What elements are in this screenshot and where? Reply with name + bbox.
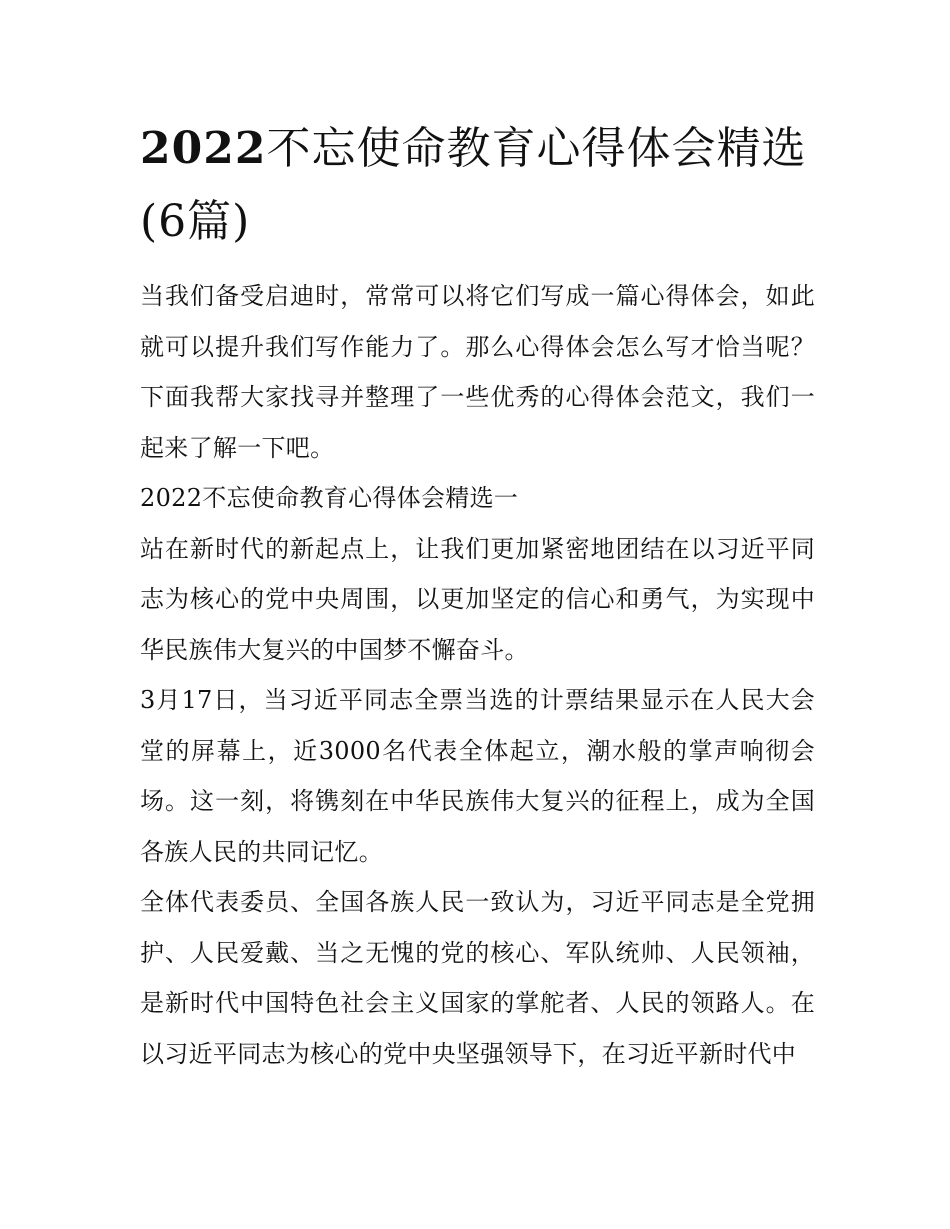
document-title: 2022不忘使命教育心得体会精选(6篇) — [140, 123, 807, 247]
section-heading: 2022不忘使命教育心得体会精选一 — [140, 484, 519, 512]
body-paragraph: 站在新时代的新起点上，让我们更加紧密地团结在以习近平同志为核心的党中央周围，以更加坚定的信心和勇气，为实现中华民族伟大复兴的中国梦不懈奋斗。 — [140, 534, 815, 664]
intro-paragraph: 当我们备受启迪时，常常可以将它们写成一篇心得体会，如此就可以提升我们写作能力了。那么心得体会怎么写才恰当呢？下面我帮大家找寻并整理了一些优秀的心得体会范文，我们一起来了解一下吧。 — [140, 282, 815, 462]
body-paragraph: 全体代表委员、全国各族人民一致认为，习近平同志是全党拥护、人民爱戴、当之无愧的党的核心、军队统帅、人民领袖，是新时代中国特色社会主义国家的掌舵者、人民的领路人。在以习近平同志为核心的党中央坚强领导下，在习近平新时代中 — [140, 888, 815, 1068]
document-page — [140, 112, 815, 1079]
body-paragraph: 3月17日，当习近平同志全票当选的计票结果显示在人民大会堂的屏幕上，近3000名代表全体起立，潮水般的掌声响彻会场。这一刻，将镌刻在中华民族伟大复兴的征程上，成为全国各族人民的共同记忆。 — [140, 686, 815, 866]
document-body — [140, 271, 815, 1079]
title-year: 2022 — [140, 123, 267, 174]
